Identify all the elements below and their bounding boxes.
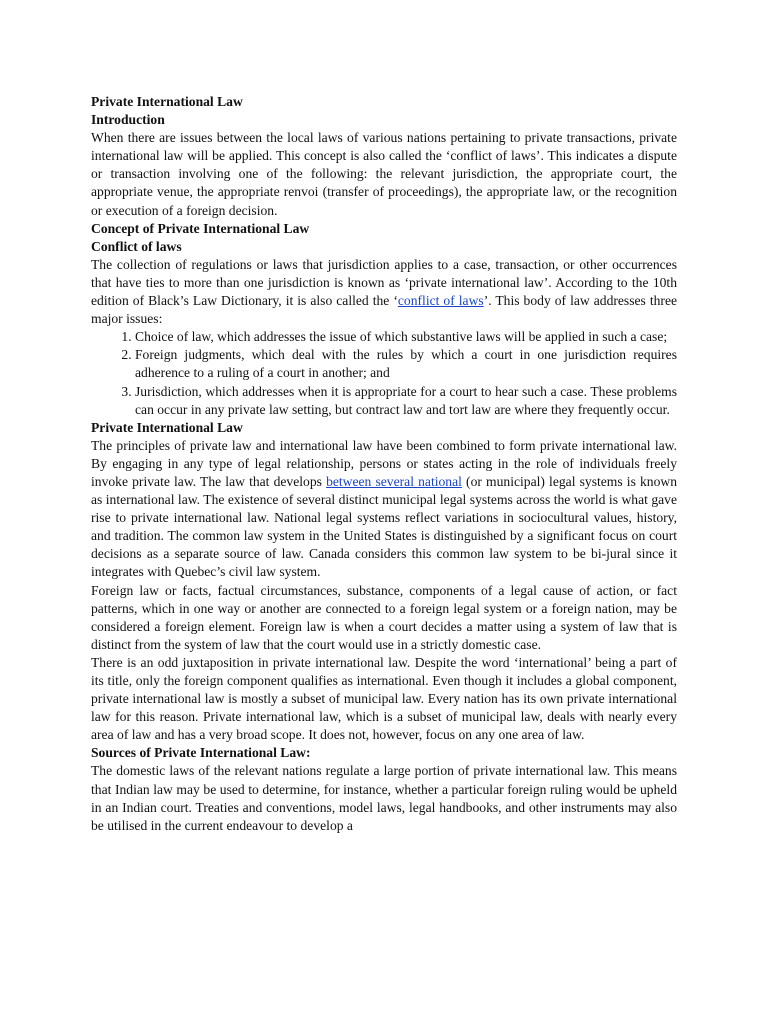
sources-heading: Sources of Private International Law: [91,745,311,761]
list-item: 3. Jurisdiction, which addresses when it is appropriate for a court to hear such a case. These problems can occur in any private law setting, but contract law and tort law are where they frequently occur. [135,383,677,419]
conflict-of-laws-link[interactable]: conflict of laws [397,293,484,309]
introduction-heading: Introduction [91,112,165,128]
conflict-of-laws-heading: Conflict of laws [91,238,182,254]
conflict-text-after-link: ’. This body of law addresses three major issues: [91,293,678,327]
between-several-national-link[interactable]: between several national [326,473,462,489]
pil-paragraph-2: Foreign law or facts, factual circumstances, substance, components of a legal cause of action, or fact patterns, which in one way or another are connected to a foreign legal system or a foreign nation, may be considered a foreign element. Foreign law is when a court decides a matter using a system of law that is distinct from the system of law that the court would use in a strictly domestic case. [91,582,677,652]
pil-paragraph-3: There is an odd juxtaposition in private international law. Despite the word ‘international’ being a part of its title, only the foreign component qualifies as international. Even though it includes a global component, private international law is mostly a subset of municipal law. Every nation has its own private international law for this reason. Private international law, which is a subset of municipal law, deals with nearly every area of law and has a very broad scope. It does not, however, focus on any one area of law. [91,654,677,743]
document-title: Private International Law [91,94,243,109]
private-international-law-heading: Private International Law [91,419,243,435]
list-item: 2. Foreign judgments, which deal with the rules by which a court in one jurisdiction requires adherence to a ruling of a court in another; and [135,346,677,382]
document-page [91,93,677,835]
conflict-text-before-link: The collection of regulations or laws that jurisdiction applies to a case, transaction, or other occurrences that have ties to more than one jurisdiction is known as ‘private international law’. According to the 10th edition of Black’s Law Dictionary, it is also called the ‘ [91,256,677,309]
major-issues-list [91,328,677,418]
pil-paragraph-1 [91,437,677,582]
introduction-paragraph: When there are issues between the local laws of various nations pertaining to private transactions, private international law will be applied. This concept is also called the ‘conflict of laws’. This indicates a dispute or transaction involving one of the following: the relevant jurisdiction, the appropriate court, the appropriate venue, the appropriate renvoi (transfer of proceedings), the appropriate law, or the recognition or execution of a foreign decision. [91,130,677,218]
pil-text-before-link: The principles of private law and international law have been combined to form private international law. By engaging in any type of legal relationship, persons or states acting in the role of individuals freely invoke private law. The law that develops [91,437,677,489]
pil-text-after-link: (or municipal) legal systems is known as international law. The existence of several distinct municipal legal systems across the world is what gave rise to private international law. National legal systems reflect variations in sociocultural values, history, and tradition. The common law system in the United States is distinguished by a significant focus on court decisions as a separate source of law. Canada considers this common law system to be bi-jural since it integrates with Quebec’s civil law system. [91,473,677,580]
conflict-of-laws-paragraph [91,256,677,328]
concept-heading: Concept of Private International Law [91,220,310,236]
list-item: 1. Choice of law, which addresses the issue of which substantive laws will be applied in such a case; [135,328,677,346]
sources-paragraph: The domestic laws of the relevant nations regulate a large portion of private international law. This means that Indian law may be used to determine, for instance, whether a particular foreign ruling would be upheld in an Indian court. Treaties and conventions, model laws, legal handbooks, and other instruments may also be utilised in the current endeavour to develop a [91,763,677,833]
